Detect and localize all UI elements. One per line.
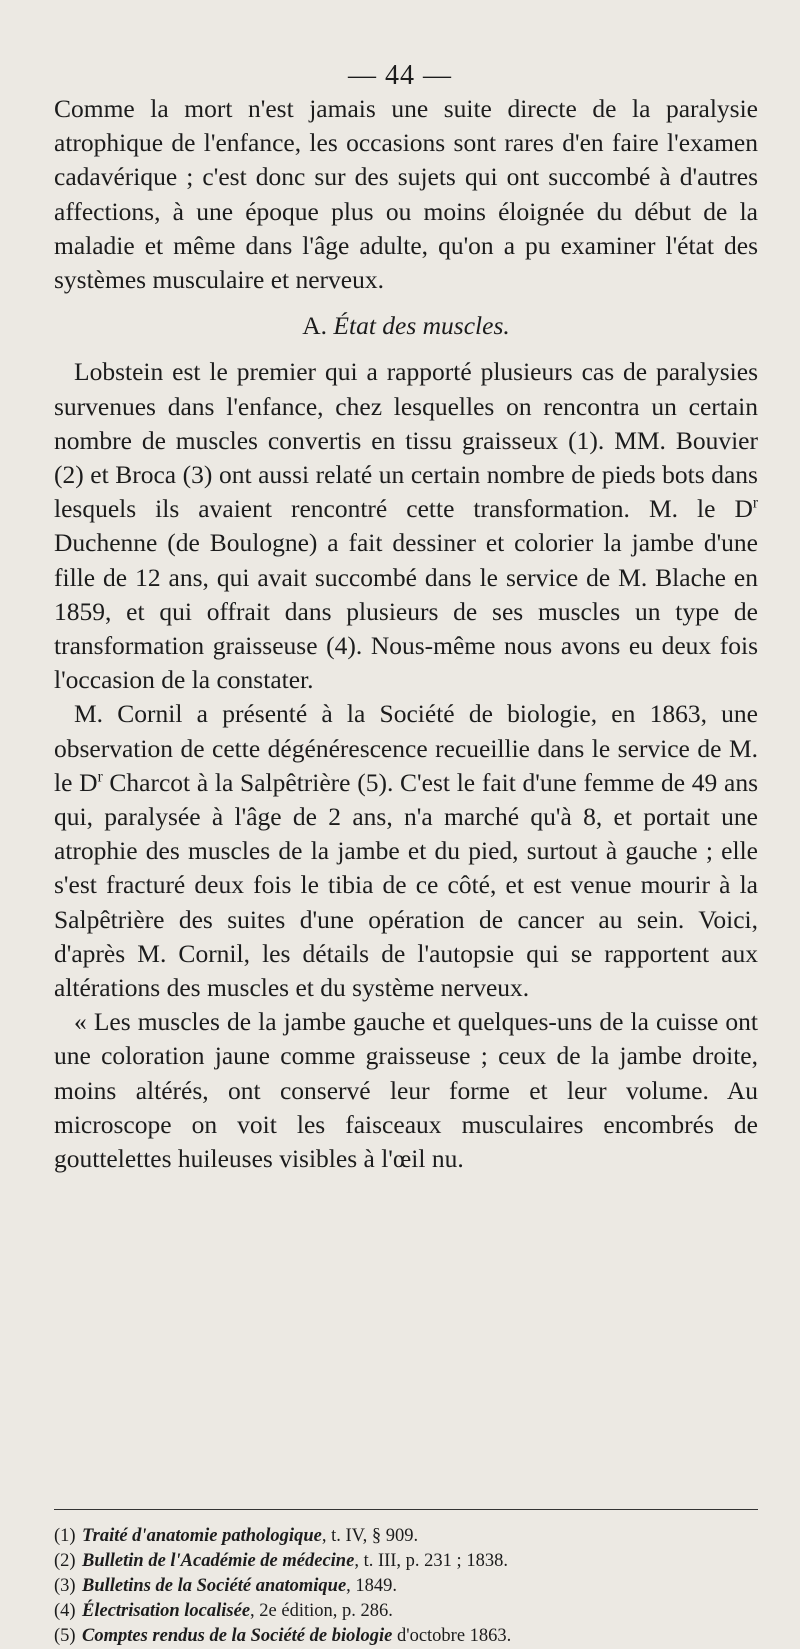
section-title: État des muscles. — [333, 311, 510, 341]
paragraph-cornil: M. Cornil a présenté à la Société de biologie, en 1863, une observation de cette dégénérescence recueillie dans le service de M. le $D^r$ Charcot à la Salpêtrière (5). C'est le fait d'une femme de 49 ans qui, paralysée à l'âge de 2 ans, n'a marché qu'à 8, et portait une atrophie des muscles de la jambe et du pied, surtout à gauche ; elle s'est fracturé deux fois le tibia de ce côté, et est venue mourir à la Salpêtrière des suites d'une opération de cancer au sein. Voici, d'après M. Cornil, les détails de l'autopsie qui se rapportent aux altérations des muscles et du système nerveux. — [54, 699, 758, 1003]
page-number: — 44 — — [348, 60, 452, 91]
footnotes — [54, 1524, 758, 1649]
footnote: (3) Bulletins de la Société anatomique, 1849. — [54, 1576, 398, 1596]
section-heading — [54, 309, 758, 343]
paragraph-lobstein: Lobstein est le premier qui a rapporté plusieurs cas de paralysies survenues dans l'enfance, chez lesquelles on rencontra un certain nombre de muscles convertis en tissu graisseux (1). MM. Bouvier (2) et Broca (3) ont aussi relaté un certain nombre de pieds bots dans lesquels ils avaient rencontré cette transformation. M. le $D^r$ Duchenne (de Boulogne) a fait dessiner et colorier la jambe d'une fille de 12 ans, qui avait succombé dans le service de M. Blache en 1859, et qui offrait dans plusieurs de ses muscles un type de transformation graisseuse (4). Nous-même nous avons eu deux fois l'occasion de la constater. — [54, 357, 758, 695]
footnote: (2) Bulletin de l'Académie de médecine, t. III, p. 231 ; 1838. — [54, 1551, 508, 1571]
footnote: (1) Traité d'anatomie pathologique, t. IV, § 909. — [54, 1526, 419, 1546]
section-label: A. — [302, 311, 328, 341]
footnote-divider — [54, 1509, 758, 1510]
footnote: (5) Comptes rendus de la Société de biologie d'octobre 1863. — [54, 1626, 512, 1646]
paragraph-intro: Comme la mort n'est jamais une suite directe de la paralysie atrophique de l'enfance, les occasions sont rares d'en faire l'examen cadavérique ; c'est donc sur des sujets qui ont succombé à d'autres affections, à une époque plus ou moins éloignée du début de la maladie et même dans l'âge adulte, qu'on a pu examiner l'état des systèmes musculaire et nerveux. — [54, 94, 758, 295]
paragraph-quote: « Les muscles de la jambe gauche et quelques-uns de la cuisse ont une coloration jaune comme graisseuse ; ceux de la jambe droite, moins altérés, ont conservé leur forme et leur volume. Au microscope on voit les faisceaux musculaires encombrés de gouttelettes huileuses visibles à l'œil nu. — [54, 1007, 758, 1174]
body-text — [54, 92, 758, 1176]
footnote: (4) Électrisation localisée, 2e édition, p. 286. — [54, 1601, 393, 1621]
